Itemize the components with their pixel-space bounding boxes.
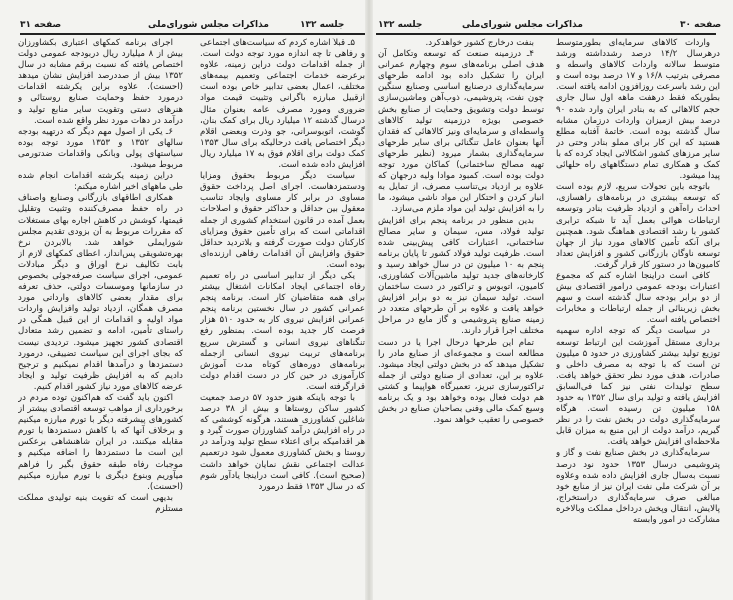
paragraph: بدیهی است که تقویت بنیه تولیدی مملکت مستلزم	[18, 492, 183, 514]
text-column-left	[378, 38, 544, 558]
page-gutter	[365, 0, 373, 600]
paragraph: بنفت درخارج کشور خواهدکرد.	[425, 38, 534, 48]
text-column-right	[200, 38, 365, 558]
header-rule	[376, 33, 716, 35]
paragraph: واردات کالاهای سرمایه‌ای بطورمتوسط درهرسال ۱۴/۲ درصد رشدداشته ورشد متوسط سالانه واردات کالاهای واسطه و مصرفی بترتیب ۱۶/۸ و ۱۷ درصد بوده است و این رشد باسرعت روزافزون ادامه یافته است. بطوریکه فقط درهفت ماهه اول سال جاری حجم کالاهائی که به بنادر ایران وارد شده ۹۰ درصد بیش ازمیزان واردات درزمان مشابه سال گذشته بوده است. خاتمهٔ آفتابه مطلع هستید که این کار برای مملو بنادر وحتی در سایر مرزهای کشور اشکالاتی ایجاد کرده که با کمک و همکاری تمام دستگاههای راه حلهائی پیدا میشود.	[556, 38, 720, 182]
paragraph: اجرای برنامه کمکهای اعتباری بکشاورزان بیش از ۸ میلیارد ریال دربودجه عمومی دولت اختصاص یافته که نسبت برقم مشابه در سال ۱۳۵۲ بیش از صددرصد افزایش نشان میدهد (احسنت). علاوه براین یکرشته اقدامات درمورد حفظ وحمایت صنایع روستائی و هنرهای دستی وتقویت سایر منابع تولید و درآمد در دهات مورد نظر واقع شده است.	[18, 38, 183, 126]
paragraph: با توجه باینکه هنوز حدود ۵۷ درصد جمعیت کشور ساکن روستاها و بیش از ۳۸ درصد شاغلین کشاورزی هستند، هرگونه کوششی که در راه افزایش درآمد کشاورزان صورت گیرد و هر اقدامیکه برای اعتلاء سطح تولید ودرآمد در روستا و بخش کشاورزی معمول شود درتعمیم عدالت اجتماعی نقش نمایان خواهد داشت (صحیح است). کافی است دراینجا یادآور شوم که در سال ۱۳۵۳ فقط درمورد	[200, 393, 365, 492]
paragraph: ۶ـ یکی از اصول مهم دیگر که درتهیه بودجه سالهای ۱۳۵۲ و ۱۳۵۳ مورد توجه بوده سیاستهای پولی وبانکی واقدامات ضدتورمی مربوط میشود.	[18, 126, 183, 171]
paragraph: کافی است دراینجا اشاره کنم که مجموع اعتبارات بودجه عمومی درامور اقتصادی بیش از دو برابر بودجه سال گذشته است و سهم بخش زیربنائی از جمله ارتباطات و مخابرات اختصاص یافته است.	[556, 270, 720, 326]
paragraph: یکی دیگر از تدابیر اساسی در راه تعمیم رفاه اجتماعی ایجاد امکانات اشتغال بیشتر برای همه متقاضیان کار است. برنامه پنجم عمرانی کشور در سال نخستین برنامه پنجم عمرانی افزایش نیروی کار به حدود ۵۱۰ هزار فرصت کار جدید بوده است. بمنظور رفع تنگناهای نیروی انسانی و گسترش سریع برنامه‌های تربیت نیروی انسانی ازجمله برنامه‌های دوره‌های کوتاه مدت آموزش کارآموزی در حین کار در دست اقدام دولت قرارگرفته است.	[200, 270, 365, 392]
paragraph: بدین منظور در برنامه پنجم برای افزایش تولید فولاد، مس، سیمان و سایر مصالح ساختمانی، اعتبارات کافی پیش‌بینی شده است. ظرفیت تولید فولاد کشور تا پایان برنامه پنجم به ۱۰ میلیون تن در سال خواهد رسید و کارخانه‌های جدید تولید ماشین‌آلات کشاورزی، کامیون، اتوبوس و تراکتور در دست ساختمان است. تولید سیمان نیز به دو برابر افزایش خواهد یافت و علاوه بر آن طرحهای متعدد در زمینه صنایع پتروشیمی و گاز مایع در مراحل مختلف اجرا قرار دارند.	[378, 215, 544, 337]
paragraph: اکنون باید گفت که هم‌اکنون توده مردم در برخورداری از مواهب توسعه اقتصادی بیشتر از کشورهای پیشرفته دیگر با تورم مبارزه میکنیم و برخلاف آنها که با کاهش دستمزدها با تورم مقابله میکنند، در ایران شاهنشاهی برعکس این است ما دستمزدها را اضافه میکنیم و موجبات رفاه طبقه حقوق بگیر را فراهم میآوریم وبنوع دیگری با تورم مبارزه میکنیم (احسنت).	[18, 393, 183, 492]
running-title: مذاکرات مجلس شورای‌ملی	[148, 20, 269, 30]
paragraph: تمام این طرحها درحال اجرا یا در دست مطالعه است و مجموعه‌ای از صنایع مادر را تشکیل میدهد که در بخش دولتی ایجاد میشود. علاوه بر این، تعدادی از صنایع دولتی از جمله تراکتورسازی تبریز، تعمیرگاه هواپیما و کشتی هم دولت فعال بوده وخواهد بود و یک برنامه وسیع کمک مالی وفنی بصاحبان صنایع در بخش خصوصی را تعقیب خواهد نمود.	[378, 337, 544, 426]
page-number: صفحه ۳۰	[680, 20, 722, 30]
paragraph: در سیاست دیگر که توجه اداره سهمیه برداری مستقل آموزشت این ارتباط توسعه توزیع تولید بیشتر کشاورزی در حدود ۵ میلیون تن است که با توجه به مصرف داخلی و صادرات، هدف مورد نظر تحقق خواهد یافت. سطح تولیدات نفتی نیز کما فی‌السابق افزایش یافته و تولید برای سال ۱۳۵۲ به حدود ۱۵۸ میلیون تن رسیده است. هرگاه سرمایه‌گذاری دولت در بخش نفت را در نظر گیریم، درآمد دولت از این منبع به میزان قابل ملاحظه‌ای افزایش خواهد یافت.	[556, 326, 720, 448]
paragraph: ۵ـ قبلاً اشاره کردم که سیاست‌های اجتماعی و رفاهی تا چه اندازه مورد توجه دولت است. از جمله اقدامات دولت دراین زمینه، علاوه برعرضه خدمات اجتماعی وتعمیم بیمه‌های مختلف، اعمال بعضی تدابیر خاص بوده است ازقبیل مبارزه باگرانی وتثبیت قیمت مواد ضروری ومورد مصرف عامه بعنوان مثال درسال گذشته ۱۲ میلیارد ریال برای کمک بنان، گوشت، اتوبوسرانی، جو وذرت وبعضی اقلام دیگر اختصاص یافت درحالیکه برای سال ۱۳۵۳ کمک دولت برای اقلام فوق به ۱۷ میلیارد ریال افزایش داده شده است.	[200, 38, 365, 171]
text-column-right	[556, 38, 720, 558]
running-title: مذاکرات مجلس شورای‌ملی	[462, 20, 583, 30]
paragraph: ۴ـ درزمینه صنعت که توسعه وتکامل آن هدف اصلی برنامه‌های سوم وچهارم عمرانی ایران را تشکیل داده بود ادامه طرحهای سرمایه‌گذاری درصنایع اساسی وصنایع سنگین چون نفت، پتروشیمی، ذوب‌آهن وماشین‌سازی توسط دولت وتشویق وحمایت از صنایع بخش خصوصی بویژه درزمینه تولید کالاهای واسطه‌ای و سرمایه‌ای ونیز کالاهائی که فقدان آنها بعنوان عامل تنگنائی برای سایر طرحهای سرمایه‌گذاری بشمار میرود (نظیر طرحهای تهیه مصالح ساختمانی) کماکان مورد توجه دولت بوده است. کمبود موادا ولیه درجهان که علاوه بر ازدیاد بی‌تناسب مصرف، از تمایل به انبار کردن و احتکار این مواد ناشی میشود، ما را به افزایش تولید این مواد ملزم می‌سازد.	[378, 49, 544, 215]
session-number: جلسه ۱۳۲	[378, 20, 423, 30]
page-number: صفحه ۳۱	[20, 20, 62, 30]
session-number: جلسه ۱۳۲	[300, 20, 345, 30]
paragraph: باتوجه باین تحولات سریع، لازم بوده است که توسعه بیشتری در برنامه‌های راهسازی، احداث راه‌آهن و ازدیاد ظرفیت بنادر وتوسعه ارتباطات هوائی بعمل آید تا شبکه ترابری کشور با رشد اقتصادی هماهنگ شود. همچنین برای آنکه تأمین کالاهای مورد نیاز از جهان توسعه ناوگان بازرگانی کشور و افزایش تعداد کامیون‌ها در دستور کار قرار گرفت.	[556, 182, 720, 270]
text-column-left	[18, 38, 183, 558]
paragraph: دراین زمینه یکرشته اقدامات انجام شده طی ماههای اخیر اشاره میکنم:	[18, 171, 183, 193]
header-rule	[20, 33, 365, 35]
paragraph: سیاست دیگر مربوط بحقوق ومزایا ودستمزدهاست. اجرای اصل پرداخت حقوق مساوی در برابر کار مساوی وایجاد تناسب معقول بین حداقل و حداکثر حقوق و اصلاحات بعمل آمده در قانون استخدام کشوری از جمله اقداماتی است که برای تأمین حقوق ومزایای کارکنان دولت صورت گرفته و بلاتردید حداقل حقوق وافزایش آن اقدامات رفاهی ارزنده‌ای بوده است.	[200, 171, 365, 270]
paragraph: سرمایه‌گذاری در بخش صنایع نفت و گاز و پتروشیمی درسال ۱۳۵۳ حدود نود درصد نسبت به‌سال جاری افزایش داده شده وعلاوه بر آن شرکت ملی نفت ایران نیز از منابع خود مبالغی صرف سرمایه‌گذاری دراستخراج، پالایش، انتقال وپخش درداخل مملکت وبالاخره مشارکت در امور وابسته	[556, 448, 720, 526]
paragraph: همکاری اطاقهای بازرگانی وصنایع واصناف در راه حفظ مصرف‌کننده وتثبیت وتقلیل قیمتها، کوشش در کاهش اجاره بهای مستغلات که مقررات مربوط به آن بزودی تقدیم مجلس شورایملی خواهد شد. بالابردن نرخ بهره‌تشویقی پس‌انداز، اعطای کمکهای لازم از بابت تکالیف نرخ اوراق و دیگر مبادلات عمومی، اجرای سیاست صرفه‌جوئی بخصوص در سازمانها وموسسات دولتی، حذف تعرفه برای مقدار بعضی کالاهای وارداتی مورد مصرف همگان، ازدیاد تولید وافزایش واردات مواد اولیه و اقدامات از این قبیل همگی در راستای تأمین، ادامه و تضمین رشد متعادل اقتصادی کشور تجهیز میشود. تردیدی نیست که بجای اجرای این سیاست تضییقی، درمورد دستمزدها و درآمدها اقدام نمیکنیم و ترجیح دادیم که به افزایش ظرفیت تولید و ایجاد عرضه کالاهای مورد نیاز کشور اقدام کنیم.	[18, 193, 183, 392]
